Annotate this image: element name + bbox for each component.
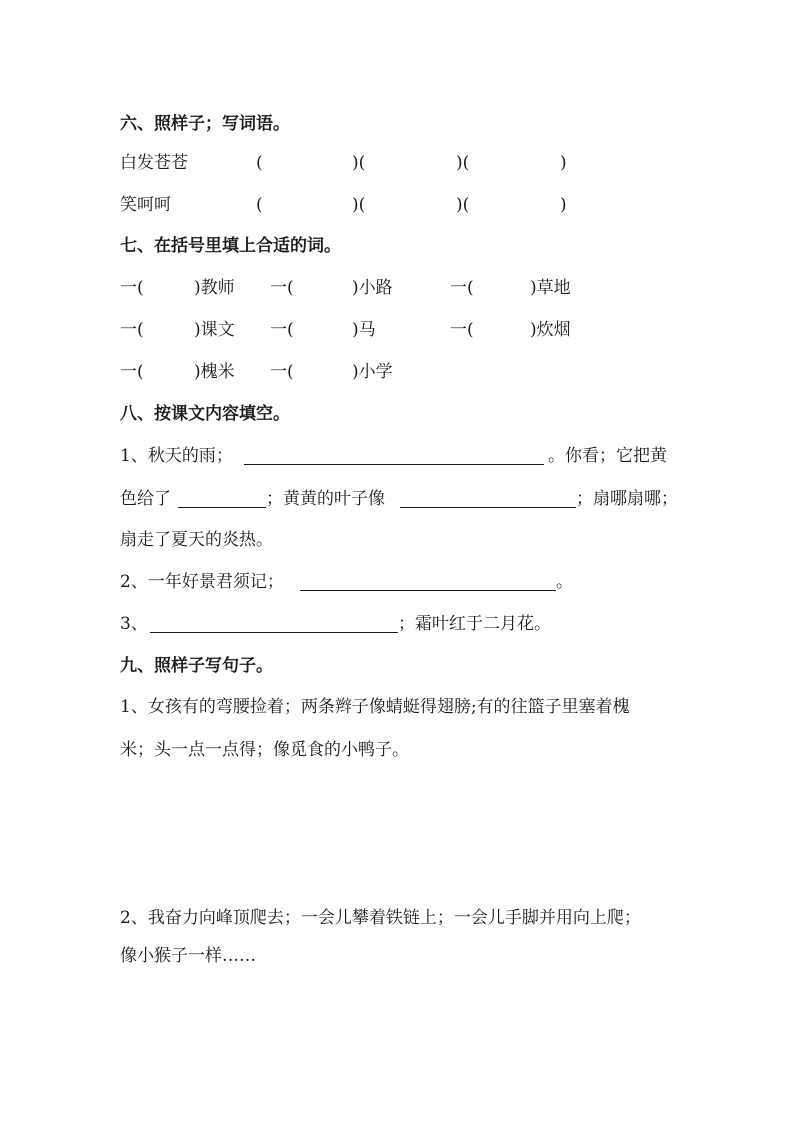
measure-close: )草地 (530, 278, 571, 298)
paren-open: ( (256, 195, 263, 215)
measure-close: )课文 (194, 320, 235, 340)
section-6-title: 六、照样子；写词语。 (120, 114, 290, 134)
measure-close: )马 (352, 320, 376, 340)
q1-blank-2[interactable] (178, 487, 266, 508)
measure-close: )炊烟 (530, 320, 571, 340)
q3-suffix: ；霜叶红于二月花。 (398, 614, 551, 634)
paren-close: ) (560, 153, 567, 173)
paren-mid: )( (352, 195, 366, 215)
measure-open: 一( (270, 362, 294, 382)
section-9-q1-line1: 1、女孩有的弯腰捡着；两条辫子像蜻蜓得翅膀;有的往篮子里塞着槐 (120, 697, 630, 717)
measure-close: )槐米 (194, 362, 235, 382)
section-9-q1-line2: 米；头一点一点得；像觅食的小鸭子。 (120, 740, 409, 760)
q2-suffix: 。 (556, 572, 573, 592)
measure-open: 一( (120, 320, 144, 340)
measure-close: )小路 (352, 278, 393, 298)
q3-prefix: 3、 (120, 614, 148, 634)
q2-prefix: 2、一年好景君须记； (120, 572, 284, 592)
section-8-q1-line3: 扇走了夏天的炎热。 (120, 530, 273, 550)
example-word: 笑呵呵 (120, 195, 171, 215)
q1-after-blank: 。你看；它把黄 (548, 446, 667, 466)
q1-prefix: 1、秋天的雨； (120, 446, 233, 466)
section-9-q2-line1: 2、我奋力向峰顶爬去；一会儿攀着铁链上；一会儿手脚并用向上爬； (120, 908, 641, 928)
measure-open: 一( (450, 320, 474, 340)
section-8-title: 八、按课文内容填空。 (120, 404, 290, 424)
q1-blank-1[interactable] (244, 444, 544, 465)
paren-open: ( (256, 153, 263, 173)
paren-mid: )( (352, 153, 366, 173)
section-7-title: 七、在括号里填上合适的词。 (120, 236, 341, 256)
example-word: 白发苍苍 (120, 153, 188, 173)
q1-line2-c: ；扇哪扇哪； (576, 489, 678, 509)
measure-open: 一( (270, 278, 294, 298)
q3-blank[interactable] (150, 612, 398, 633)
q1-blank-3[interactable] (400, 487, 576, 508)
section-9-title: 九、照样子写句子。 (120, 656, 273, 676)
measure-close: )小学 (352, 362, 393, 382)
q1-line2-b: ；黄黄的叶子像 (266, 489, 385, 509)
q1-line2-a: 色给了 (120, 489, 171, 509)
measure-open: 一( (120, 278, 144, 298)
paren-mid: )( (456, 153, 470, 173)
measure-open: 一( (450, 278, 474, 298)
paren-close: ) (560, 195, 567, 215)
section-9-q2-line2: 像小猴子一样…… (120, 946, 256, 966)
q2-blank[interactable] (300, 570, 556, 591)
measure-open: 一( (120, 362, 144, 382)
paren-mid: )( (456, 195, 470, 215)
measure-close: )教师 (194, 278, 235, 298)
measure-open: 一( (270, 320, 294, 340)
